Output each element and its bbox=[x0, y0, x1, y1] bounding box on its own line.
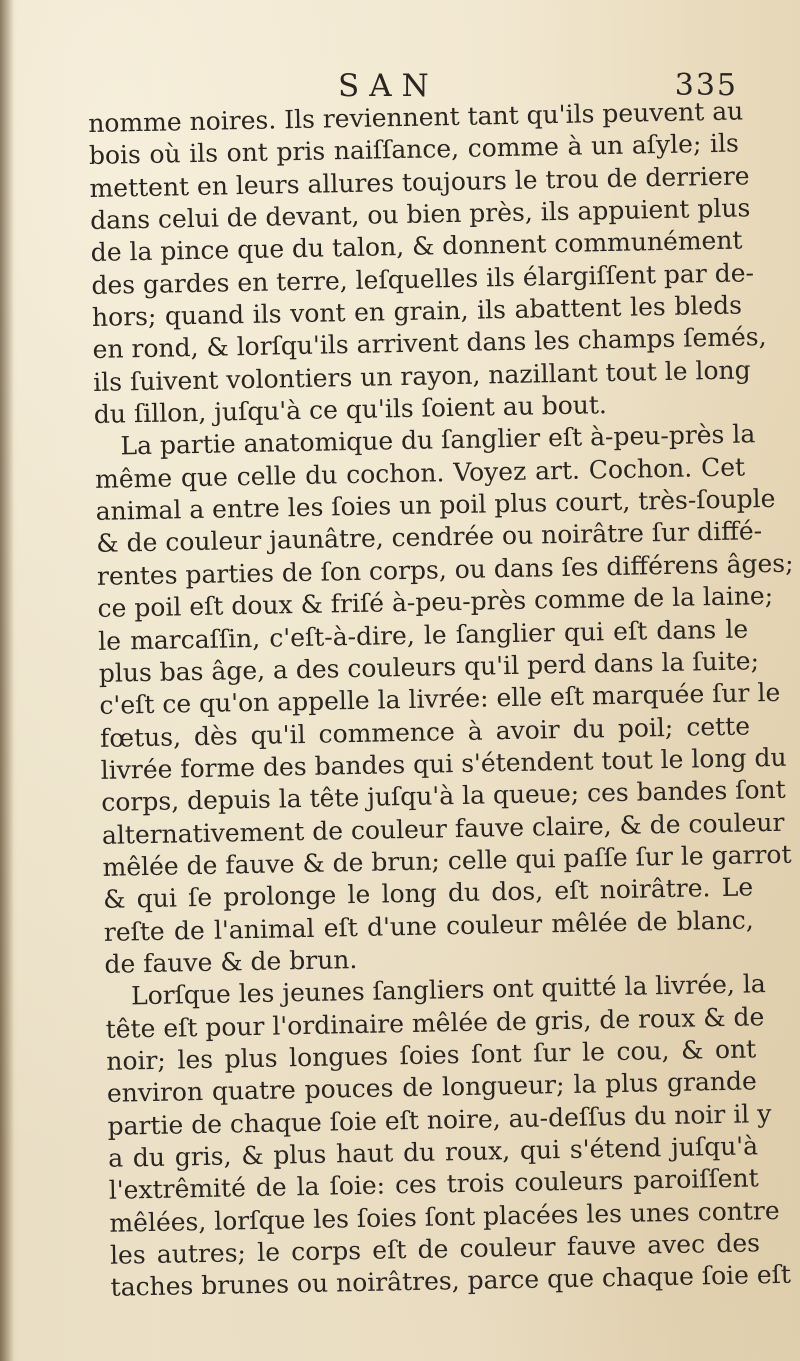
text-line: & de couleur jaunâtre, cendrée ou noirâtre ſur diffé- bbox=[96, 516, 763, 559]
text-line: livrée forme des bandes qui s'étendent tout le long du bbox=[100, 742, 787, 785]
text-line: les autres; le corps eſt de couleur fauve avec des bbox=[109, 1228, 761, 1270]
text-line: bois où ils ont pris naiſſance, comme à un aſyle; ils bbox=[88, 128, 740, 171]
running-head: SAN bbox=[338, 68, 439, 104]
text-line: tête eſt pour l'ordinaire mêlée de gris, de roux & de bbox=[105, 1001, 765, 1044]
text-line: rentes parties de ſon corps, ou dans ſes différens âges; bbox=[96, 548, 794, 591]
text-line: le marcaſſin, c'eſt-à-dire, le ſanglier qui eſt dans le bbox=[97, 613, 749, 656]
text-line: de fauve & de brun. bbox=[104, 944, 358, 979]
text-line: a du gris, & plus haut du roux, qui s'étend juſqu'à bbox=[107, 1131, 759, 1173]
text-line: fœtus, dès qu'il commence à avoir du poil; cette bbox=[99, 710, 751, 753]
text-line: ils ſuivent volontiers un rayon, nazillant tout le long bbox=[92, 355, 751, 397]
text-line: ce poil eſt doux & friſé à-peu-près comme de la laine; bbox=[97, 581, 774, 624]
text-line: plus bas âge, a des couleurs qu'il perd dans la ſuite; bbox=[98, 646, 760, 688]
text-line: Lorſque les jeunes ſangliers ont quitté la livrée, la bbox=[130, 969, 766, 1011]
text-line: partie de chaque ſoie eſt noire, au-deſſus du noir il y bbox=[107, 1098, 772, 1141]
text-line: du ſillon, juſqu'à ce qu'ils ſoient au bout. bbox=[93, 390, 608, 430]
text-line: alternativement de couleur fauve claire, & de couleur bbox=[101, 807, 785, 850]
page-number: 335 bbox=[674, 68, 738, 103]
text-line: reſte de l'animal eſt d'une couleur mêlée de blanc, bbox=[103, 904, 754, 947]
text-line: mêlées, lorſque les ſoies ſont placées les unes contre bbox=[109, 1195, 780, 1238]
text-line: animal a entre les ſoies un poil plus court, très-ſouple bbox=[95, 484, 776, 527]
text-line: mettent en leurs allures toujours le trou de derriere bbox=[89, 161, 750, 203]
body-text bbox=[88, 96, 794, 1305]
text-line: même que celle du cochon. Voyez art. Cochon. Cet bbox=[94, 452, 746, 494]
text-line: & qui ſe prolonge le long du dos, eſt noirâtre. Le bbox=[102, 872, 754, 915]
text-line: des gardes en terre, leſquelles ils élargiſſent par de- bbox=[91, 257, 755, 300]
text-line: dans celui de devant, ou bien près, ils appuient plus bbox=[89, 193, 751, 236]
text-line: taches brunes ou noirâtres, parce que chaque ſoie eſt bbox=[110, 1260, 792, 1303]
text-line: La partie anatomique du ſanglier eſt à-peu-près la bbox=[120, 419, 756, 461]
text-line: corps, depuis la tête juſqu'à la queue; ces bandes ſont bbox=[101, 774, 786, 818]
text-line: l'extrêmité de la ſoie: ces trois couleurs paroiſſent bbox=[108, 1163, 759, 1206]
text-line: mêlée de fauve & de brun; celle qui paſſe ſur le garrot bbox=[102, 839, 792, 882]
page-gutter-shadow bbox=[0, 0, 14, 1361]
text-line: en rond, & lorſqu'ils arrivent dans les champs ſemés, bbox=[92, 322, 767, 365]
text-line: noir; les plus longues ſoies ſont ſur le cou, & ont bbox=[106, 1034, 757, 1076]
text-line: hors; quand ils vont en grain, ils abattent les bleds bbox=[91, 290, 743, 333]
text-line: nomme noires. Ils reviennent tant qu'ils peuvent au bbox=[88, 96, 744, 138]
text-line: de la pince que du talon, & donnent communément bbox=[90, 225, 743, 268]
text-line: c'eſt ce qu'on appelle la livrée: elle eſt marquée ſur le bbox=[99, 678, 781, 721]
text-line: environ quatre pouces de longueur; la plus grande bbox=[106, 1066, 758, 1109]
